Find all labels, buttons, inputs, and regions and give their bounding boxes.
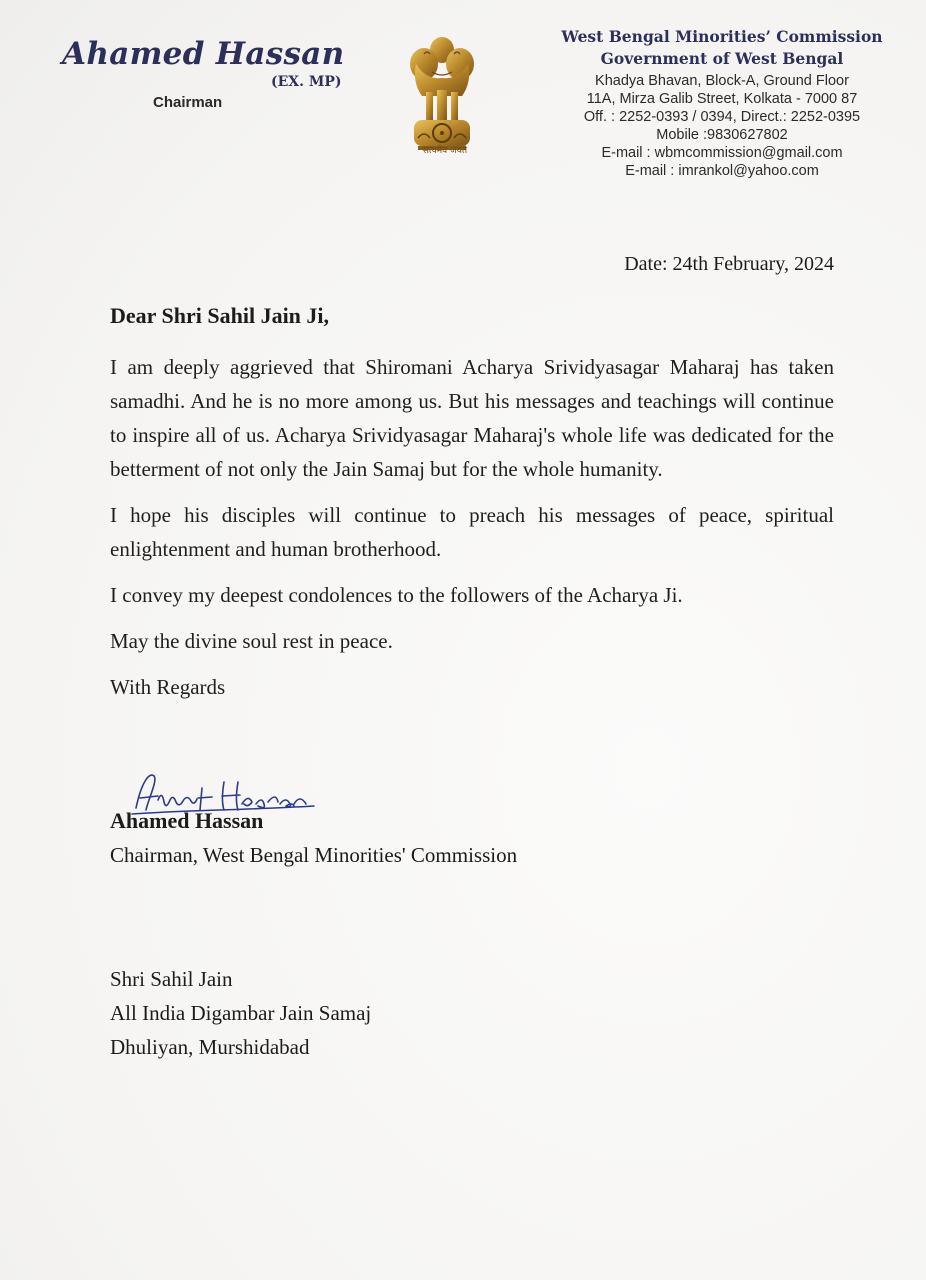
letter-date: Date: 24th February, 2024 bbox=[624, 253, 834, 275]
emblem-motto: सत्यमेव जयते bbox=[422, 146, 468, 156]
letter-body bbox=[110, 350, 834, 716]
closing: With Regards bbox=[110, 675, 226, 699]
signatory-name: Ahamed Hassan bbox=[110, 808, 264, 833]
organization-name: West Bengal Minorities’ Commission bbox=[561, 27, 883, 46]
recipient-name: Shri Sahil Jain bbox=[110, 967, 233, 991]
body-paragraph: I convey my deepest condolences to the followers of the Acharya Ji. bbox=[110, 583, 683, 607]
recipient-address bbox=[110, 962, 371, 1064]
body-paragraph: I hope his disciples will continue to preach his messages of peace, spiritual enlightenment and human brotherhood. bbox=[110, 503, 834, 561]
letterhead-role: Chairman bbox=[153, 94, 223, 111]
mobile-line: Mobile :9830627802 bbox=[656, 127, 788, 143]
salutation: Dear Shri Sahil Jain Ji, bbox=[110, 303, 330, 328]
signatory-title: Chairman, West Bengal Minorities' Commission bbox=[110, 843, 518, 867]
government-name: Government of West Bengal bbox=[600, 49, 844, 68]
recipient-organization: All India Digambar Jain Samaj bbox=[110, 1001, 372, 1025]
address-line: 11A, Mirza Galib Street, Kolkata - 7000 87 bbox=[586, 91, 858, 107]
recipient-location: Dhuliyan, Murshidabad bbox=[110, 1035, 310, 1059]
letterhead-contact-block bbox=[548, 26, 896, 180]
phone-line: Off. : 2252-0393 / 0394, Direct.: 2252-0395 bbox=[583, 109, 861, 125]
address-line: Khadya Bhavan, Block-A, Ground Floor bbox=[595, 73, 849, 89]
letterhead-name: Ahamed Hassan bbox=[62, 36, 345, 72]
body-paragraph: I am deeply aggrieved that Shiromani Acharya Srividyasagar Maharaj has taken samadhi. And he is no more among us. But his messages and teachings will continue to inspire all of us. Acharya Srividyasagar Maharaj's whole life was dedicated for the betterment of not only the Jain Samaj but for the whole humanity. bbox=[110, 355, 834, 481]
body-paragraph: May the divine soul rest in peace. bbox=[110, 629, 393, 653]
email-line: E-mail : imrankol@yahoo.com bbox=[625, 163, 819, 179]
letterhead-ex-mp: (EX. MP) bbox=[271, 74, 342, 90]
email-line: E-mail : wbmcommission@gmail.com bbox=[601, 145, 843, 161]
